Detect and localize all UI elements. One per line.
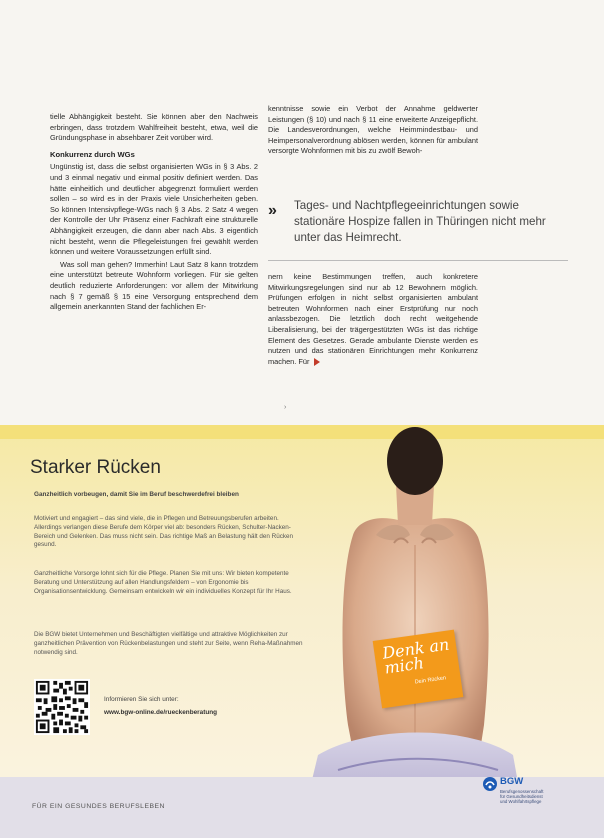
bgw-line: für Gesundheitsdienst: [500, 794, 543, 799]
denk-an-mich-sticker: [373, 630, 464, 709]
ad-paragraph: Die BGW bietet Unternehmen und Beschäftigten vielfältige und attraktive Möglichkeiten zur ganzheitlichen Prävention von Rückenbelastungen und steht zur Seite, wenn Reha-Maßnahmen notwendig sind.: [34, 631, 303, 656]
article-left-column: [50, 112, 258, 315]
ad-paragraph: Ganzheitliche Vorsorge lohnt sich für die Pflege. Planen Sie mit uns: Wir bieten kompetente Beratung und Unterstützung auf allen Handlungsfeldern – von Ergonomie bis Organisationsentwicklung. Gemeinsam entwickeln wir ein individuelles Konzept für Ihr Haus.: [34, 570, 292, 595]
pull-quote: [268, 198, 568, 246]
bgw-name: BGW: [500, 776, 524, 787]
info-url-link[interactable]: www.bgw-online.de/rueckenberatung: [104, 709, 218, 716]
advertisement: [0, 425, 604, 838]
ad-title: Starker Rücken: [30, 457, 161, 478]
article-paragraph: kenntnisse sowie ein Verbot der Annahme geldwerter Leistungen (§ 10) und nach § 11 eine erweiterte Anzeigepflicht. Die Landesverordnungen, welche Heimmindestbau- und Heimpersonalverordnung ablösen werden, können für ambulant versorgte Wohnformen mit bis zu zwölf Bewoh-: [268, 104, 478, 156]
page-mark: ›: [284, 404, 287, 411]
qr-code-icon[interactable]: [34, 679, 90, 735]
ad-paragraph: Motiviert und engagiert – das sind viele, die in Pflegen und Betreuungsberufen arbeiten. Allerdings verlangen diese Berufe dem Körper viel ab: besonders Rücken, Schulter-Nacken-Bereich und Gelenken. Das muss nicht sein. Das richtige Maß an Belastung hält den Rücken gesund.: [34, 515, 294, 549]
section-subheading: Konkurrenz durch WGs: [50, 149, 135, 159]
paragraph-text: nern keine Bestimmungen treffen, auch konkretere Mitwirkungsregelungen sind nur ab 12 Bewohnern möglich. Prüfungen erfolgen in nicht selbst organisierten ambulant betreuten Wohnformen nach einer Erstprüfung nur noch anlassbezogen. Die letztlich doch recht weitgehende Liberalisierung, bei der trägergestützten WGs ist das richtige Element des Gesetzes. Gerade ambulante Dienste werden es nutzen und das stationären Einrichtungen mehr Konkurrenz machen. Für: [268, 272, 478, 366]
pull-quote-divider: [268, 260, 568, 261]
article-right-column-top: [268, 104, 478, 159]
bgw-line: Berufsgenossenschaft: [500, 789, 544, 794]
bgw-line: und Wohlfahrtspflege: [500, 799, 542, 804]
end-arrow-icon: [314, 358, 320, 366]
quote-mark-icon: »: [268, 202, 274, 219]
article-paragraph: Was soll man gehen? Immerhin! Laut Satz 8 kann trotzdem eine unterstützt betreute Wohnform vorliegen. Für sie gelten deutlich reduzierte Anforderungen: vor allem der Mitwirkung nach § 7 gemäß § 15 eine Versorgung entsprechend dem allgemein anerkannten Stand der fachlichen Er-: [50, 259, 258, 312]
ad-footer-text: FÜR EIN GESUNDES BERUFSLEBEN: [32, 803, 165, 810]
article-paragraph: Ungünstig ist, dass die selbst organisierten WGs in § 3 Abs. 2 und 3 einmal negativ und einmal positiv definiert werden. Das hätte einheitlich und deutlicher abgegrenzt formuliert werden sollen – so wird es in der Praxis viele Unsicherheiten geben. So können Intensivpflege-WGs nach § 3 Abs. 2 Satz 4 wegen der Kontrolle der Uhr Präsenz einer Fachkraft eine strukturelle Abhängigkeit erzeugen, die dann aber nach Abs. 3 eigentlich nicht besteht, wenn die Pflegeleistungen frei gewählt werden können und weitere Voraussetzungen erfüllt sind.: [50, 162, 258, 257]
article-paragraph: tielle Abhängigkeit besteht. Sie können aber den Nachweis erbringen, dass trotzdem Wahlfreiheit besteht, etwa, weil die Gründungsphase in absehbarer Zeit vorüber wird.: [50, 112, 258, 143]
sticker-text: Denk an mich: [381, 634, 451, 678]
bgw-logo-icon: [482, 776, 498, 792]
ad-subtitle: Ganzheitlich vorbeugen, damit Sie im Beruf beschwerdefrei bleiben: [34, 491, 239, 498]
info-label: Informieren Sie sich unter:: [104, 696, 179, 703]
article-right-column-bottom: [268, 272, 478, 369]
pull-quote-text: Tages- und Nachtpflegeeinrichtungen sowie stationäre Hospize fallen in Thüringen nicht mehr unter das Heimrecht.: [294, 199, 546, 244]
article-paragraph: [268, 272, 478, 367]
sticker-subtext: Dein Rücken: [414, 675, 447, 686]
